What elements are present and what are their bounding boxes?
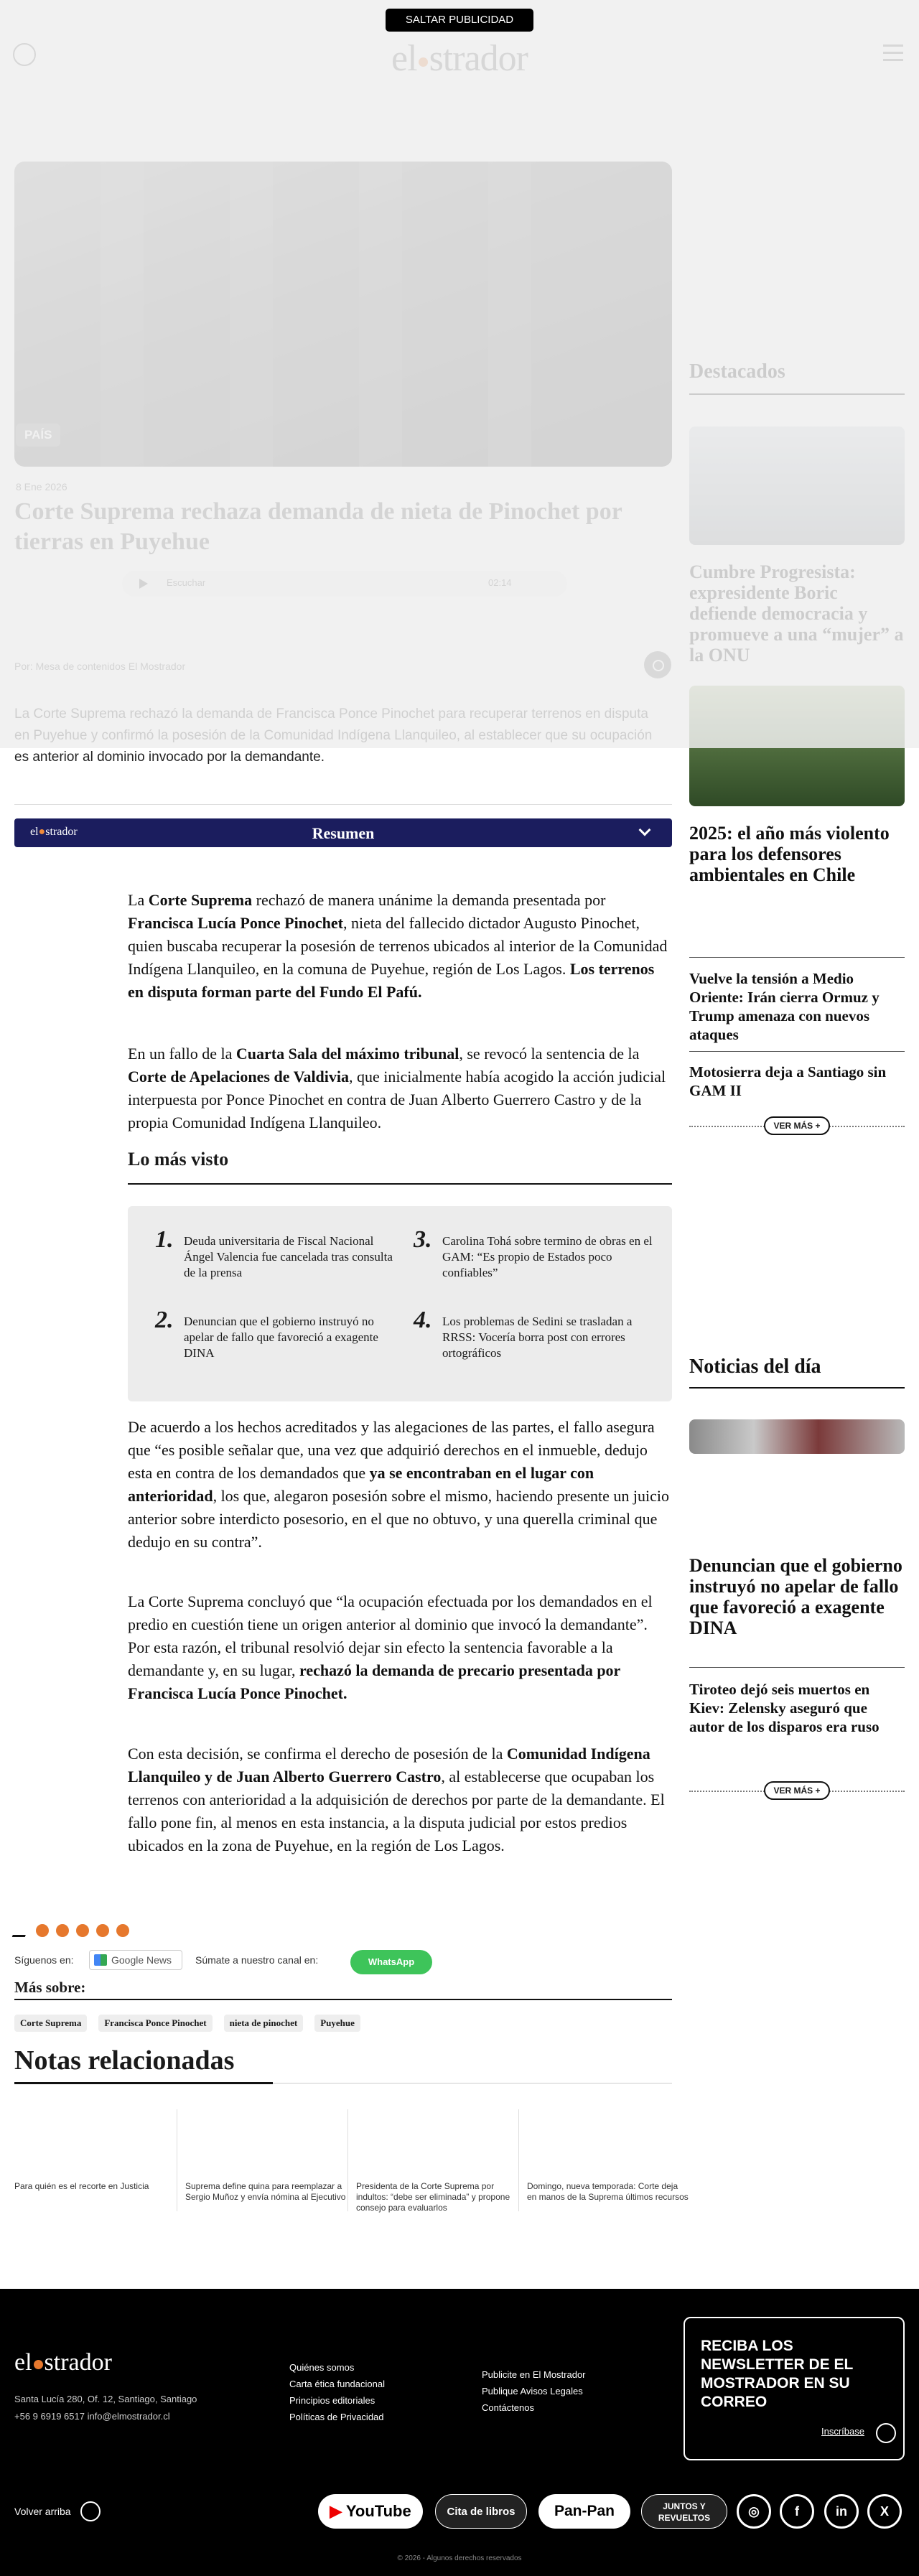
tag-link[interactable]: nieta de pinochet [224, 2015, 304, 2032]
divider [689, 1387, 905, 1389]
google-news-button[interactable]: Google News [89, 1950, 182, 1970]
divider [128, 1183, 672, 1185]
pan-pan-button[interactable]: Pan-Pan [538, 2494, 630, 2529]
whatsapp-channel-button[interactable]: WhatsApp [350, 1950, 432, 1974]
skip-ad-button[interactable]: SALTAR PUBLICIDAD [386, 9, 533, 32]
youtube-button[interactable]: ▶ YouTube [318, 2494, 423, 2529]
divider [347, 2109, 348, 2211]
divider [14, 2082, 273, 2084]
lo-mas-visto-box: 1. Deuda universitaria de Fiscal Nacional Ángel Valencia fue cancelada tras consulta de la prensa 2. Denuncian que el gobierno instruyó no apelar de fallo que favoreció a exagente DINA 3. Carolina Tohá sobre termino de obras en el GAM: “Es propio de Estados poco confiables” 4. Los problemas de Sedini se trasladan a RRSS: Vocería borra post con errores ortográficos [128, 1206, 672, 1401]
divider [689, 1667, 905, 1668]
lo-mas-visto-title: Lo más visto [128, 1149, 229, 1170]
tag-link[interactable]: Francisca Ponce Pinochet [98, 2015, 212, 2032]
related-note[interactable]: Suprema define quina para reemplazar a Sergio Muñoz y envía nómina al Ejecutivo [185, 2181, 346, 2202]
x-icon[interactable] [76, 1924, 89, 1937]
channel-label: Súmate a nuestro canal en: [195, 1954, 319, 1966]
whatsapp-icon[interactable] [96, 1924, 109, 1937]
ver-mas-button[interactable]: VER MÁS + [764, 1781, 830, 1800]
notas-relacionadas-title: Notas relacionadas [14, 2045, 235, 2076]
edit-icon[interactable] [12, 1924, 30, 1937]
footer-link[interactable]: Quiénes somos [289, 2362, 355, 2373]
divider [689, 957, 905, 958]
tag-link[interactable]: Puyehue [314, 2015, 360, 2032]
logo-dot-icon [34, 2360, 43, 2369]
destacado-headline[interactable]: Motosierra deja a Santiago sin GAM II [689, 1063, 887, 1099]
share-icon[interactable] [36, 1924, 49, 1937]
footer-links [482, 2366, 586, 2416]
related-note[interactable]: Domingo, nueva temporada: Corte deja en manos de la Suprema últimos recursos [527, 2181, 689, 2202]
footer-link[interactable]: Contáctenos [482, 2402, 534, 2413]
related-note[interactable]: Para quién es el recorte en Justicia [14, 2181, 149, 2191]
footer-link[interactable]: Carta ética fundacional [289, 2379, 385, 2389]
ver-mas-button[interactable]: VER MÁS + [764, 1116, 830, 1135]
divider [14, 1999, 672, 2000]
article-paragraph: La Corte Suprema rechazó de manera unánime la demanda presentada por Francisca Lucía Ponce Pinochet, nieta del fallecido dictador Augusto Pinochet, quien buscaba recuperar la posesión de terrenos ubicados al interior de la Comunidad Indígena Llanquileo, en la comuna de Puyehue, región de Los Lagos. Los terrenos en disputa forman parte del Fundo El Pafú. [128, 891, 668, 1001]
copyright: © 2026 - Algunos derechos reservados [397, 2554, 522, 2562]
arrow-right-icon[interactable] [876, 2423, 896, 2443]
noticia-image[interactable] [689, 1419, 905, 1454]
resumen-label: Resumen [312, 824, 375, 842]
divider [14, 804, 672, 805]
resumen-logo: el●strador [30, 826, 78, 838]
divider [689, 1051, 905, 1052]
footer-link[interactable]: Principios editoriales [289, 2395, 375, 2406]
related-note[interactable]: Presidenta de la Corte Suprema por indultos: “debe ser eliminada” y propone consejo para evaluarlos [356, 2181, 510, 2213]
article-paragraph: Con esta decisión, se confirma el derecho de posesión de la Comunidad Indígena Llanquileo y de Juan Alberto Guerrero Castro, al establecerse que ocupaban los terrenos con anterioridad a la adquisición de derechos por parte de la demandante. El fallo pone fin, al menos en esta instancia, a la disputa judicial por estos predios ubicados en la zona de Puyehue, en la región de Los Lagos. [128, 1745, 665, 1854]
x-icon[interactable]: X [867, 2494, 902, 2529]
tag-link[interactable]: Corte Suprema [14, 2015, 87, 2032]
instagram-icon[interactable]: ◎ [737, 2494, 771, 2529]
facebook-icon[interactable] [56, 1924, 69, 1937]
destacado-headline[interactable]: Vuelve la tensión a Medio Oriente: Irán cierra Ormuz y Trump amenaza con nuevos ataques [689, 970, 880, 1043]
cita-de-libros-button[interactable]: Cita de libros [435, 2494, 527, 2529]
footer-logo[interactable]: el strador [14, 2349, 112, 2376]
footer-link[interactable]: Publicite en El Mostrador [482, 2369, 586, 2380]
email-icon[interactable] [116, 1924, 129, 1937]
subscribe-link[interactable]: Inscríbase [821, 2426, 864, 2437]
divider [518, 2109, 519, 2211]
footer-link[interactable]: Publique Avisos Legales [482, 2386, 583, 2397]
chevron-up-icon[interactable] [80, 2501, 101, 2521]
facebook-icon[interactable]: f [780, 2494, 814, 2529]
back-to-top-link[interactable]: Volver arriba [14, 2506, 71, 2517]
site-footer [0, 2289, 919, 2576]
linkedin-icon[interactable]: in [824, 2494, 859, 2529]
article-paragraph: La Corte Suprema concluyó que “la ocupación efectuada por los demandados en el predio en cuestión tiene un origen anterior al dominio que invocó la demandante”. Por esta razón, el tribunal resolvió dejar sin efecto la sentencia favorable a la demandante y, en su lugar, rechazó la demanda de precario presentada por Francisca Lucía Ponce Pinochet. [128, 1592, 653, 1702]
footer-links [289, 2359, 385, 2425]
noticia-headline[interactable]: Denuncian que el gobierno instruyó no apelar de fallo que favoreció a exagente DINA [689, 1555, 902, 1638]
follow-label: Síguenos en: [14, 1954, 74, 1966]
resumen-accordion[interactable] [14, 818, 672, 847]
newsletter-text: RECIBA LOS NEWSLETTER DE EL MOSTRADOR EN SU CORREO [701, 2338, 853, 2410]
noticias-del-dia-title: Noticias del día [689, 1355, 821, 1378]
mas-sobre-title: Más sobre: [14, 1979, 86, 1996]
juntos-y-revueltos-button[interactable]: JUNTOS Y REVUELTOS [641, 2494, 727, 2529]
noticia-headline[interactable]: Tiroteo dejó seis muertos en Kiev: Zelensky aseguró que autor de los disparos era ruso [689, 1681, 880, 1735]
article-lead: es anterior al dominio invocado por la demandante. [14, 750, 325, 765]
share-bar [14, 1924, 134, 1938]
article-paragraph: De acuerdo a los hechos acreditados y las alegaciones de las partes, el fallo asegura que “es posible señalar que, una vez que adquirió derechos en el inmueble, dedujo esta en contra de los demandados que ya se encontraban en el lugar con anterioridad, los que, alegaron posesión sobre el mismo, haciendo presente un juicio anterior sobre interdicto posesorio, en el que no obtuvo, y una querella criminal que dedujo en su contra”. [128, 1418, 669, 1551]
newsletter-box [684, 2317, 905, 2460]
article-paragraph: En un fallo de la Cuarta Sala del máximo tribunal, se revocó la sentencia de la Corte de Apelaciones de Valdivia, que inicialmente había acogido la acción judicial interpuesta por Ponce Pinochet en contra de Juan Alberto Guerrero Castro y de la propia Comunidad Indígena Llanquileo. [128, 1045, 666, 1131]
footer-address: Santa Lucía 280, Of. 12, Santiago, Santiago +56 9 6919 6517 info@elmostrador.cl [14, 2394, 197, 2422]
destacado-headline[interactable]: 2025: el año más violento para los defensores ambientales en Chile [689, 823, 890, 885]
footer-link[interactable]: Políticas de Privacidad [289, 2412, 384, 2422]
ad-overlay-tint [0, 0, 919, 748]
tag-list [14, 2015, 369, 2032]
